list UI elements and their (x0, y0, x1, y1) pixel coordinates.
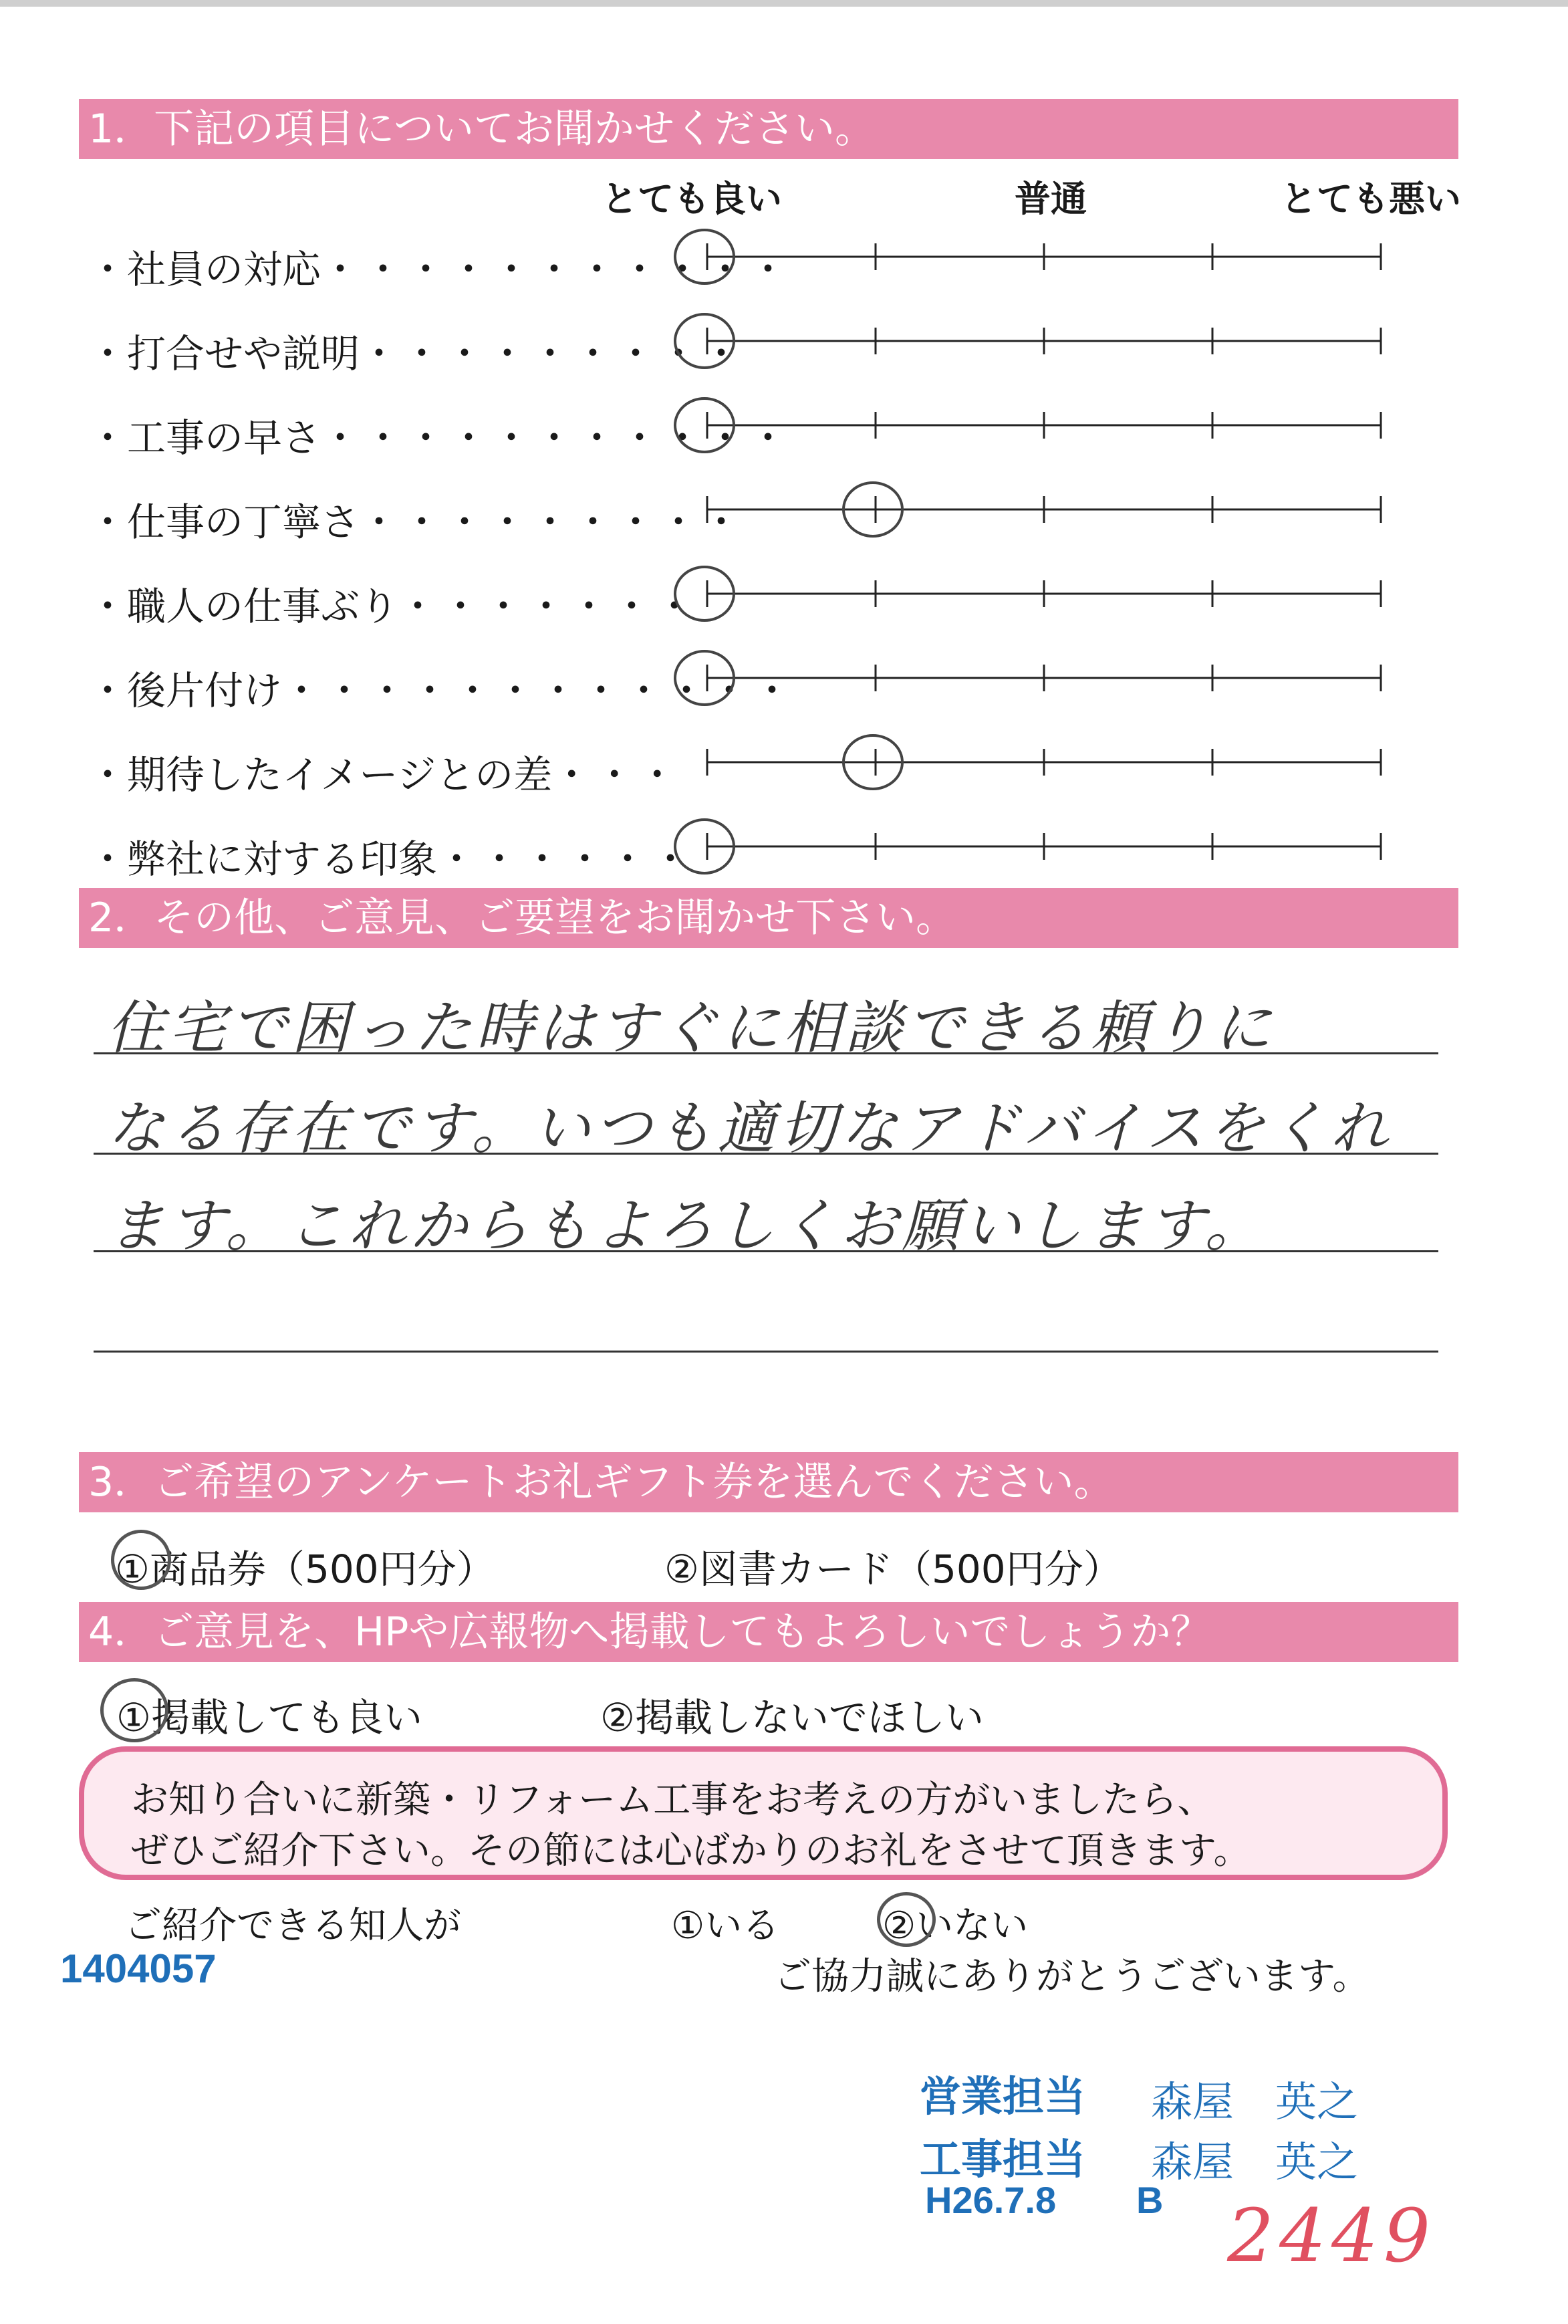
publish-option-allow[interactable]: ①掲載しても良い (116, 1695, 422, 1740)
scale-best-label: とても良い (602, 178, 782, 220)
notice-line-1: お知り合いに新築・リフォーム工事をお考えの方がいましたら、 (131, 1778, 1215, 1822)
scale-mid-label: 普通 (1015, 178, 1087, 220)
survey-grade: B (1136, 2179, 1164, 2221)
referral-option-no[interactable]: ②いない (882, 1904, 1029, 1948)
sales-staff-name: 森屋 英之 (1151, 2077, 1359, 2126)
gift-selection-circle (111, 1530, 171, 1590)
thanks-message: ご協力誠にありがとうございます。 (774, 1955, 1370, 1998)
survey-id-number: 1404057 (60, 1946, 217, 1991)
rating-question: ・弊社に対する印象・・・・・・ (88, 836, 694, 882)
construction-role-label: 工事担当 (920, 2137, 1086, 2183)
rating-question: ・社員の対応・・・・・・・・・・・ (88, 247, 792, 292)
gift-option-gift-certificate[interactable]: ①商品券（500円分） (115, 1546, 495, 1592)
comment-line-rule (94, 1351, 1438, 1353)
referral-selection-circle (877, 1892, 936, 1947)
survey-date: H26.7.8 (925, 2179, 1057, 2221)
rating-question: ・職人の仕事ぶり・・・・・・・ (88, 584, 698, 629)
section-2-header: 2．その他、ご意見、ご要望をお聞かせ下さい。 (79, 888, 1458, 948)
referral-notice-box (79, 1746, 1448, 1880)
section-4-header: 4．ご意見を、HPや広報物へ掲載してもよろしいでしょうか？ (79, 1602, 1458, 1662)
gift-option-book-card[interactable]: ②図書カード（500円分） (664, 1546, 1122, 1592)
scale-worst-label: とても悪い (1281, 178, 1461, 220)
handwritten-comment-line: なる存在です。いつも適切なアドバイスをくれ (107, 1095, 1392, 1162)
rating-question: ・仕事の丁寧さ・・・・・・・・・ (88, 499, 745, 545)
section-3-header: 3．ご希望のアンケートお礼ギフト券を選んでください。 (79, 1452, 1458, 1512)
referral-question: ご紹介できる知人が (124, 1904, 461, 1948)
section-1-header: 1．下記の項目についてお聞かせください。 (79, 99, 1458, 159)
referral-option-yes[interactable]: ①いる (671, 1904, 780, 1948)
handwritten-red-number: 2449 (1227, 2193, 1436, 2279)
rating-scale-lines (0, 0, 1568, 896)
construction-staff-name: 森屋 英之 (1151, 2137, 1359, 2186)
publish-selection-circle (100, 1678, 168, 1742)
notice-line-2: ぜひご紹介下さい。その節には心ばかりのお礼をさせて頂きます。 (131, 1829, 1251, 1873)
handwritten-comment-line: 住宅で困った時はすぐに相談できる頼りに (107, 995, 1275, 1062)
rating-question: ・工事の早さ・・・・・・・・・・・ (88, 415, 792, 461)
handwritten-comment-line: ます。これからもよろしくお願いします。 (107, 1193, 1267, 1260)
publish-option-deny[interactable]: ②掲載しないでほしい (600, 1695, 984, 1740)
sales-role-label: 営業担当 (920, 2074, 1086, 2120)
rating-question: ・期待したイメージとの差・・・ (88, 752, 681, 798)
rating-question: ・打合せや説明・・・・・・・・・ (88, 331, 745, 376)
rating-question: ・後片付け・・・・・・・・・・・・ (88, 668, 796, 713)
